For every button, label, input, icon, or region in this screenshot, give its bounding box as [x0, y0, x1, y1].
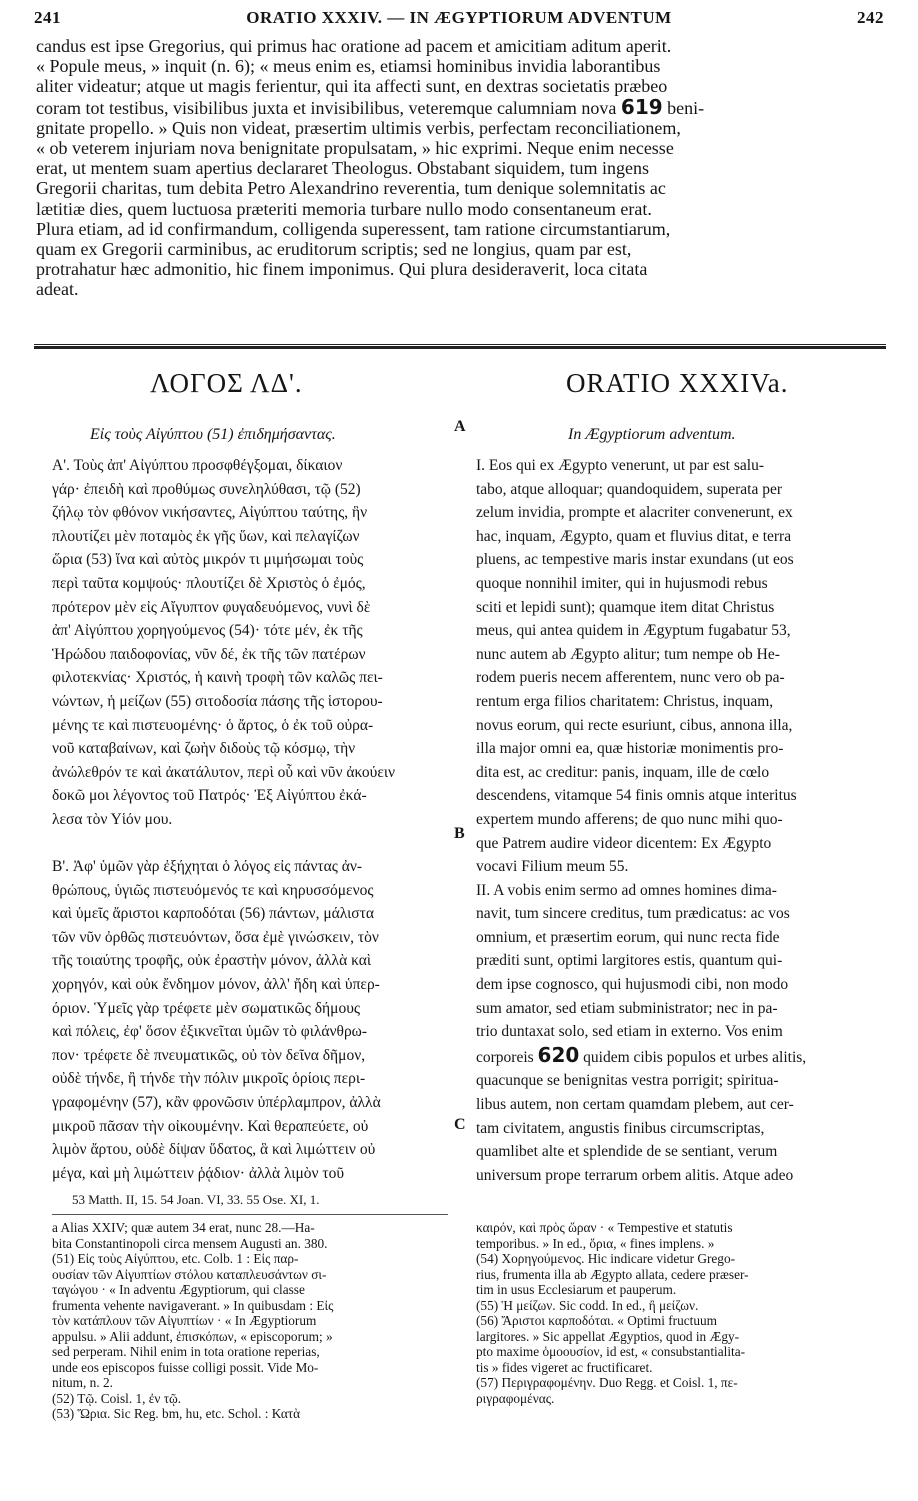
greek-text-line: ἀνώλεθρόν τε καὶ ἀκατάλυτον, περὶ οὗ καὶ νῦν ἀκούειν [52, 763, 396, 781]
latin-text-line: quacunque se benignitas vestra porrigit; spiritua- [476, 1072, 779, 1090]
greek-text-line: πλουτίζει μὲν ποταμὸς ἐκ γῆς ὕων, καὶ πελαγίζων [52, 527, 360, 545]
latin-column [476, 454, 884, 1187]
page-number-left: 241 [34, 8, 61, 27]
page-marker: 620 [537, 1043, 580, 1067]
scripture-references: 53 Matth. II, 15. 54 Joan. VI, 33. 55 Ose. XI, 1. [72, 1192, 320, 1207]
intro-line: coram tot testibus, visibilibus juxta et invisibilibus, veteremque calumniam nova 619 beni- [36, 94, 705, 119]
latin-text-line: rodem pueris necem afferentem, nunc vero ob pa- [476, 669, 785, 687]
footnote-line: (57) Περιγραφομένην. Duo Regg. et Coisl. 1, πε- [476, 1375, 738, 1390]
greek-text-line: καὶ πόλεις, ἐφ' ὅσον ἐξικνεῖται ὑμῶν τὸ φιλάνθρω- [52, 1023, 368, 1041]
latin-text-line: sum amator, sed etiam subministrator; nec in pa- [476, 999, 778, 1017]
intro-line: « ob veterem injuriam nova benignitate propulsatam, » hic exprimi. Neque enim necesse [36, 138, 674, 159]
latin-text-line: I. Eos qui ex Ægypto venerunt, ut par est salu- [476, 457, 764, 474]
greek-text-line: ζήλῳ τὸν φθόνον νικήσαντες, Αἰγύπτου ταύτης, ἣν [52, 504, 368, 522]
latin-title: ORATIO XXXIVa. [566, 368, 789, 398]
latin-text-line: omnium, et præsertim eorum, qui nunc recta fide [476, 928, 780, 946]
intro-line: aliter videatur; atque ut magis ferientur, qui ita affecti sunt, en dextras societatis præbeo [36, 76, 668, 97]
greek-text-line: περὶ ταῦτα κομψούς· πλουτίζει δὲ Χριστὸς ὁ ἐμός, [52, 574, 366, 592]
page-number-right: 242 [857, 8, 884, 27]
latin-text-line: novus eorum, qui recte esuriunt, cibus, annona illa, [476, 716, 793, 734]
greek-text-line: λιμὸν ἄρτου, οὐδὲ δίψαν ὕδατος, ἃ καὶ λιμώττειν οὐ [52, 1141, 376, 1159]
footnote-line: sed perperam. Nihil enim in tota oratione reperias, [52, 1344, 320, 1359]
intro-line: Gregorii charitas, tum debita Petro Alexandrino reverentia, tum denique solemnitatis ac [36, 178, 666, 199]
footnote-separator [52, 1214, 448, 1215]
footnote-line: temporibus. » In ed., ὅρια, « fines implens. » [476, 1235, 715, 1251]
footnote-line: unde eos episcopos fuisse colligi possit. Vide Mo- [52, 1359, 319, 1375]
latin-text-line: vocavi Filium meum 55. [476, 858, 629, 876]
greek-title: ΛΟΓΟΣ ΛΔ'. [150, 368, 303, 398]
greek-text-line: γάρ· ἐπειδὴ καὶ προθύμως συνεληλύθασι, τῷ (52) [52, 480, 361, 498]
greek-text-line: μένης τε καὶ πιστευομένης· ὁ ἄρτος, ὁ ἐκ τοῦ οὐρα- [52, 716, 374, 734]
latin-text-line: hac, inquam, Ægypto, quam et fluvius ditat, e terra [476, 527, 792, 545]
footnote-line: (52) Τῷ. Coisl. 1, ἐν τῷ. [52, 1390, 182, 1406]
intro-line: candus est ipse Gregorius, qui primus hac oratione ad pacem et amicitiam aditum aperit. [36, 36, 672, 56]
footnote-line: tim in usus Ecclesiarum et pauperum. [476, 1282, 677, 1297]
latin-text-line: trio duntaxat solo, sed etiam in externo. Vos enim [476, 1023, 783, 1041]
greek-text-line: πον· τρέφετε δὲ πνευματικῶς, οὐ τὸν δεῖνα δῆμον, [52, 1046, 366, 1064]
running-head [34, 8, 884, 34]
greek-text-line: όριον. Ὑμεῖς γὰρ τρέφετε μὲν σωματικῶς δήμους [52, 999, 361, 1017]
latin-text-line: expertem mundo afferens; de quo nunc mihi quo- [476, 810, 783, 828]
footnotes-right [476, 1220, 884, 1406]
latin-text-line: quoque nonnihil imiter, qui in hujusmodi rebus [476, 574, 768, 592]
greek-text-line [52, 832, 448, 856]
latin-text-line: nunc autem ab Ægypto alitur; tum nempe ob He- [476, 645, 780, 663]
intro-line: quam ex Gregorii carminibus, ac eruditorum scriptis; sed ne longius, quam par est, [36, 239, 632, 260]
greek-text-line: χορηγόν, καὶ οὐκ ἔνδημον μόνον, ἀλλ' ἤδη καὶ ὑπερ- [52, 976, 380, 994]
footnote-line: nitum, n. 2. [52, 1375, 113, 1390]
latin-text-line: tabo, atque alloquar; quandoquidem, superata per [476, 480, 783, 498]
running-title: ORATIO XXXIV. — IN ÆGYPTIORUM ADVENTUM [246, 8, 672, 27]
intro-line: erat, ut mentem suam apertius declararet Theologus. Obstabant siquidem, tum ingens [36, 158, 650, 179]
greek-text-line: ἀπ' Αἰγύπτου χορηγούμενος (54)· τότε μέν, ἐκ τῆς [52, 622, 363, 640]
latin-text-line: II. A vobis enim sermo ad omnes homines dima- [476, 881, 777, 899]
footnote-line: frumenta vehente navigaverant. » In quibusdam : Εἰς [52, 1297, 334, 1313]
footnote-line: (55) Ἡ μείζων. Sic codd. In ed., ἢ μείζων. [476, 1297, 699, 1313]
greek-text-line: τῶν νῦν ὀρθῶς πιστευόντων, ὅσα ἐμὲ γινώσκειν, τὸν [52, 928, 379, 946]
footnote-line: (51) Εἰς τοὺς Αἰγύπτου, etc. Colb. 1 : Εἰς παρ- [52, 1251, 299, 1266]
footnote-line: ταγώγου · « In adventu Ægyptiorum, qui classe [52, 1282, 305, 1297]
greek-text-line: θρώπους, ὑγιῶς πιστευόμενός τε καὶ κηρυσσόμενος [52, 881, 374, 899]
section-rule [34, 346, 886, 349]
latin-text-line: illa major omni ea, quæ historiæ monimentis pro- [476, 740, 784, 758]
intro-line: lætitiæ dies, quem luctuosa præteriti memoria turbare nullo modo consentaneum erat. [36, 198, 652, 219]
latin-text-line: rentum erga filios charitatem: Christus, inquam, [476, 692, 774, 710]
greek-column [52, 454, 448, 1185]
footnote-line: καιρόν, καὶ πρὸς ὥραν · « Tempestive et statutis [476, 1220, 733, 1235]
latin-text-line: dem ipse cognosco, qui hujusmodi cibi, non modo [476, 976, 789, 994]
latin-text-line: quamlibet alte et splendide de se sentiant, verum [476, 1143, 778, 1161]
intro-line: « Popule meus, » inquit (n. 6); « meus enim es, etiamsi hominibus invidia laborantibus [36, 56, 661, 77]
latin-text-line: dita est, ac creditur: panis, inquam, ille de cœlo [476, 763, 770, 781]
latin-text-line: præditi sunt, optimi largitores estis, quantum qui- [476, 952, 783, 970]
greek-text-line: Ἡρώδου παιδοφονίας, νῦν δέ, ἐκ τῆς τῶν πατέρων [52, 645, 366, 663]
latin-text-line: tam civitatem, angustis finibus circumscriptas, [476, 1119, 765, 1137]
page-marker: 619 [620, 94, 663, 119]
footnote-line: largitores. » Sic appellat Ægyptios, quod in Ægy- [476, 1328, 740, 1344]
intro-line: protrahatur hæc admonitio, hic finem imponimus. Qui plura desideraverit, loca citata [36, 259, 648, 280]
footnote-line: (54) Χορηγούμενος. Hic indicare videtur Grego- [476, 1251, 736, 1266]
footnotes-left [52, 1220, 452, 1422]
footnote-line: ριγραφομένας. [476, 1390, 555, 1406]
intro-line: gnitate propello. » Quis non videat, præsertim ultimis verbis, perfectam reconciliationem, [36, 117, 681, 138]
greek-text-line: λεσα τὸν Υἱόν μου. [52, 810, 173, 828]
latin-text-line: navit, tum sincere creditus, tum prædicatus: ac vos [476, 905, 790, 923]
greek-text-line: μέγα, καὶ μὴ λιμώττειν ῥᾴδιον· ἀλλὰ λιμὸν τοῦ [52, 1164, 345, 1182]
latin-text-line: corporeis 620 quidem cibis populos et urbes alitis, [476, 1043, 807, 1067]
greek-text-line: νώντων, ἡ μείζων (55) σιτοδοσία πάσης τῆς ἱστορου- [52, 692, 383, 710]
latin-subtitle: In Ægyptiorum adventum. [568, 426, 736, 443]
footnote-line: a Alias XXIV; quæ autem 34 erat, nunc 28.—Ha- [52, 1220, 315, 1235]
footnote-line: tis » fides vigeret ac fructificaret. [476, 1359, 653, 1375]
greek-text-line: γραφομένην (57), κἂν φρονῶσιν ὑπέρλαμπρον, ἀλλὰ [52, 1094, 381, 1112]
greek-text-line: Β'. Ἀφ' ὑμῶν γὰρ ἐξήχηται ὁ λόγος εἰς πάντας ἀν- [52, 858, 363, 876]
greek-text-line: Α'. Τοὺς ἀπ' Αἰγύπτου προσφθέγξομαι, δίκαιον [52, 457, 343, 474]
footnote-line: ουσίαν τῶν Αἰγυπτίων στόλου καταπλευσάντων σι- [52, 1266, 327, 1282]
greek-subtitle: Εἰς τοὺς Αἰγύπτου (51) ἐπιδημήσαντας. [90, 426, 336, 443]
greek-text-line: φιλοτεκνίας· Χριστός, ἡ καινὴ τροφὴ τῶν καλῶς πει- [52, 669, 383, 687]
greek-text-line: οὐδὲ τήνδε, ἢ τήνδε τὴν πόλιν μικροῖς ὁρίοις περι- [52, 1070, 366, 1088]
greek-text-line: μικροῦ πᾶσαν τὴν οἰκουμένην. Καὶ θεραπεύετε, οὐ [52, 1117, 369, 1135]
latin-text-line: libus autem, non certam quamdam plebem, aut cer- [476, 1096, 794, 1114]
latin-text-line: zelum invidia, prompte et alacriter convenerunt, ex [476, 504, 793, 522]
footnote-line: appulsu. » Alii addunt, ἐπισκόπων, « episcoporum; » [52, 1328, 333, 1344]
margin-letter-b: B [454, 825, 465, 842]
margin-letter-a: A [454, 418, 466, 435]
greek-text-line: τῆς τοιαύτης τροφῆς, οὐκ ἐραστὴν μόνον, ἀλλὰ καὶ [52, 952, 372, 970]
section-rule-thin [34, 344, 886, 345]
footnote-line: bita Constantinopoli circa mensem Augusti an. 380. [52, 1235, 328, 1251]
latin-text-line: pluens, ac tempestive maris instar exundans (ut eos [476, 551, 794, 569]
intro-paragraph [36, 36, 884, 300]
latin-text-line: meus, qui antea quidem in Ægyptum fugabatur 53, [476, 622, 791, 640]
intro-line: Plura etiam, ad id confirmandum, colligenda superessent, tam ratione circumstantiarum, [36, 218, 671, 239]
footnote-line: (56) Ἄριστοι καρποδόται. « Optimi fructuum [476, 1313, 717, 1328]
greek-text-line: πρότερον μὲν εἰς Αἴγυπτον φυγαδευόμενος, νυνὶ δὲ [52, 598, 371, 616]
footnote-line: (53) Ὥρια. Sic Reg. bm, hu, etc. Schol. : Κατὰ [52, 1406, 301, 1421]
intro-line: adeat. [36, 279, 79, 300]
latin-text-line: que Patrem audire videor dicentem: Ex Ægypto [476, 834, 772, 852]
latin-text-line: sciti et lepidi sunt); quamque item ditat Christus [476, 598, 775, 616]
footnote-line: rius, frumenta illa ab Ægypto allata, cedere præser- [476, 1266, 749, 1282]
latin-text-line: universum prope terrarum orbem alitis. Atque adeo [476, 1166, 794, 1184]
footnote-line: τὸν κατάπλουν τῶν Αἰγυπτίων · « In Ægyptiorum [52, 1313, 317, 1328]
greek-text-line: ὥρια (53) ἵνα καὶ αὐτὸς μικρόν τι μιμήσωμαι τοὺς [52, 551, 364, 569]
greek-text-line: καὶ ὑμεῖς ἄριστοι καρποδόται (56) πάντων, μάλιστα [52, 905, 374, 923]
greek-text-line: δοκῶ μοι λέγοντος τοῦ Πατρός· Ἐξ Αἰγύπτου ἐκά- [52, 787, 367, 805]
footnote-line: pto maxime ὁμοουσίον, id est, « consubstantialita- [476, 1344, 746, 1359]
greek-text-line: νοῦ καταβαίνων, καὶ ζωὴν διδοὺς τῷ κόσμῳ, τὴν [52, 740, 356, 758]
latin-text-line: descendens, vitamque 54 finis omnis atque interitus [476, 787, 797, 805]
margin-letter-c: C [454, 1116, 466, 1133]
